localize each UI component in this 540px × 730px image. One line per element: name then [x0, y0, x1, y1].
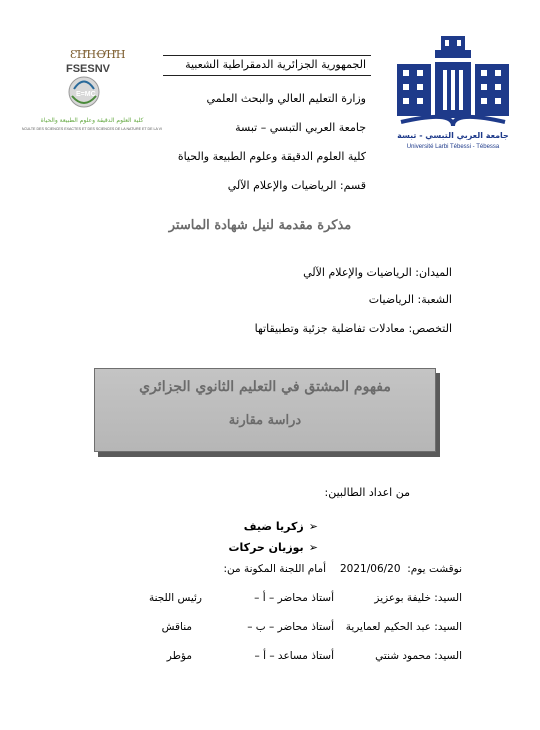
- thesis-type: مذكرة مقدمة لنيل شهادة الماستر: [168, 218, 352, 233]
- student-entry: [200, 515, 318, 534]
- jury-rank: أستاذ محاضر – أ –: [254, 592, 334, 604]
- ministry-text: وزارة التعليم العالي والبحث العلمي: [206, 92, 366, 105]
- svg-text:جامعة العربي التبسي - تبسة: جامعة العربي التبسي - تبسة: [397, 131, 509, 140]
- faculty-text: كلية العلوم الدقيقة وعلوم الطبيعة والحياة: [177, 150, 366, 163]
- header-rule-bottom: [163, 75, 371, 76]
- arrow-bullet-icon: ➢: [308, 520, 318, 533]
- domain-field: الميدان: الرياضيات والإعلام الآلي: [303, 266, 452, 279]
- student-name: زكريا ضيف: [243, 520, 304, 533]
- jury-role: رئيس اللجنة: [148, 592, 202, 604]
- university-logo: [383, 30, 523, 152]
- logo-name: FSESNV: [66, 63, 111, 75]
- thesis-title-box: [94, 368, 436, 452]
- jury-name: السيد: عبد الحكيم لعمايرية: [345, 621, 462, 633]
- jury-rank: أستاذ مساعد – أ –: [254, 650, 334, 662]
- svg-text:FACULTE DES SCIENCES EXACTES E: FACULTE DES SCIENCES EXACTES ET DES SCIENCES DE LA NATURE ET DE LA VIE: [22, 127, 162, 131]
- department-text: قسم: الرياضيات والإعلام الآلي: [227, 179, 366, 192]
- faculty-logo: [22, 44, 162, 142]
- jury-role: مناقش: [161, 621, 192, 633]
- specialty-field: التخصص: معادلات تفاضلية جزئية وتطبيقاتها: [254, 322, 452, 335]
- student-entry: [200, 536, 318, 555]
- jury-role: مؤطر: [166, 650, 192, 662]
- svg-text:كلية العلوم الدقيقة وعلوم الطب: كلية العلوم الدقيقة وعلوم الطبيعة والحياة: [40, 117, 144, 124]
- svg-text:Université Larbi Tébessi - Téb: Université Larbi Tébessi - Tébessa: [406, 144, 500, 150]
- thesis-title-line1: مفهوم المشتق في التعليم الثانوي الجزائري: [139, 379, 391, 395]
- jury-name: السيد: خليفة بوعزيز: [374, 592, 462, 604]
- arrow-bullet-icon: ➢: [308, 541, 318, 554]
- prepared-by-label: من اعداد الطالبين:: [324, 486, 410, 499]
- defense-date: 2021/06/20: [340, 563, 401, 575]
- committee-label: أمام اللجنة المكونة من:: [223, 563, 326, 575]
- thesis-title-line2: دراسة مقارنة: [228, 413, 302, 428]
- jury-name: السيد: محمود شنتي: [375, 650, 462, 662]
- defense-label: نوقشت يوم:: [407, 563, 462, 575]
- student-name: بوزيان حركات: [228, 541, 304, 554]
- svg-text:ƐꞪꞪꝊꞪꞪ: ƐꞪꞪꝊꞪꞪ: [70, 48, 126, 61]
- university-text: جامعة العربي التبسي – تبسة: [235, 121, 366, 134]
- header-rule-top: [163, 55, 371, 56]
- jury-rank: أستاذ محاضر – ب –: [247, 621, 334, 633]
- branch-field: الشعبة: الرياضيات: [368, 293, 452, 306]
- republic-text: الجمهورية الجزائرية الدمقراطية الشعبية: [185, 58, 366, 71]
- svg-text:E=MC: E=MC: [76, 91, 96, 98]
